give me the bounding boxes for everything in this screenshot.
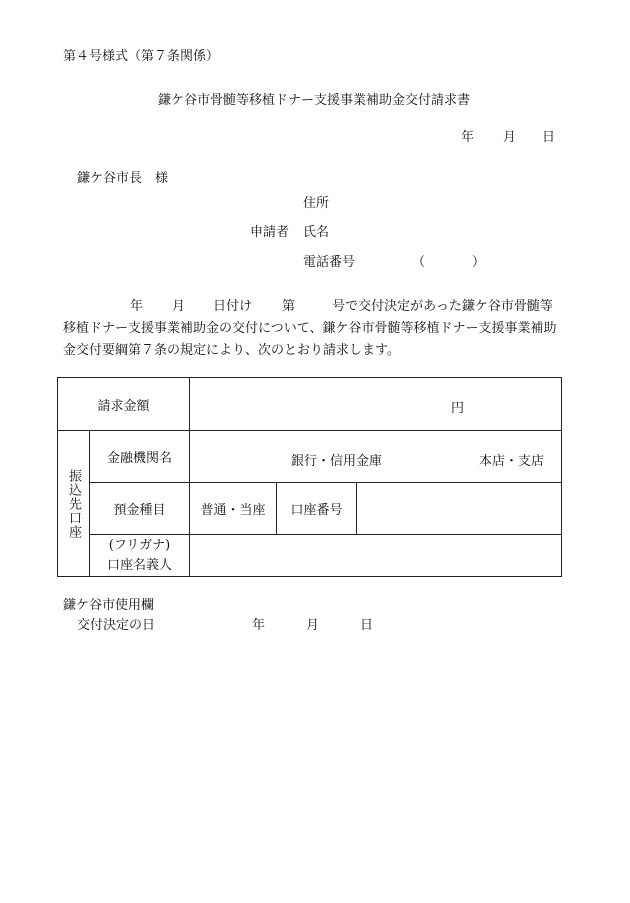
account-number-field[interactable] xyxy=(357,483,562,535)
date-month: 月 xyxy=(503,130,517,145)
phone-paren-open: （ xyxy=(412,255,426,270)
bank-type: 銀行・信用金庫 xyxy=(291,454,383,469)
addressee: 鎌ケ谷市長 様 xyxy=(77,171,169,186)
decision-month: 月 xyxy=(306,618,320,633)
date-year: 年 xyxy=(461,130,475,145)
form-label: 第４号様式（第７条関係） xyxy=(63,49,220,64)
address-label: 住所 xyxy=(303,196,330,211)
account-number-label: 口座番号 xyxy=(277,483,357,535)
branch-type: 本店・支店 xyxy=(479,454,545,469)
holder-label xyxy=(90,535,190,577)
deposit-label: 預金種目 xyxy=(90,483,190,535)
decision-year: 年 xyxy=(252,618,266,633)
decision-day: 日 xyxy=(360,618,374,633)
body-line-3: 金交付要綱第７条の規定により、次のとおり請求します。 xyxy=(63,343,400,358)
amount-label: 請求金額 xyxy=(58,378,190,431)
furigana-label: (フリガナ) xyxy=(108,537,171,553)
decision-date-label: 交付決定の日 xyxy=(77,618,156,633)
account-holder-field[interactable] xyxy=(190,535,562,577)
bank-label: 金融機関名 xyxy=(90,431,190,483)
date-day: 日 xyxy=(542,130,556,145)
bank-row xyxy=(58,431,562,483)
phone-label: 電話番号 xyxy=(303,255,356,270)
body-line-1: 年 月 日付け 第 号で交付決定があった鎌ケ谷市骨髄等 xyxy=(130,299,553,314)
name-label: 氏名 xyxy=(303,225,330,240)
phone-paren-close: ） xyxy=(472,255,486,270)
city-use-title: 鎌ケ谷市使用欄 xyxy=(63,598,155,613)
bank-field[interactable] xyxy=(190,431,562,483)
amount-field[interactable] xyxy=(190,378,562,431)
claim-table xyxy=(57,377,562,577)
amount-row xyxy=(58,378,562,431)
deposit-row xyxy=(58,483,562,535)
deposit-options[interactable]: 普通・当座 xyxy=(190,483,277,535)
holder-row xyxy=(58,535,562,577)
transfer-account-label: 振込先口座 xyxy=(58,431,90,577)
body-line-2: 移植ドナー支援事業補助金の交付について、鎌ケ谷市骨髄等移植ドナー支援事業補助 xyxy=(63,321,557,336)
document-title: 鎌ケ谷市骨髄等移植ドナー支援事業補助金交付請求書 xyxy=(158,93,471,108)
request-paragraph xyxy=(63,296,583,362)
applicant-label: 申請者 xyxy=(250,225,290,240)
yen-unit: 円 xyxy=(451,401,465,416)
account-holder-label: 口座名義人 xyxy=(107,557,173,573)
